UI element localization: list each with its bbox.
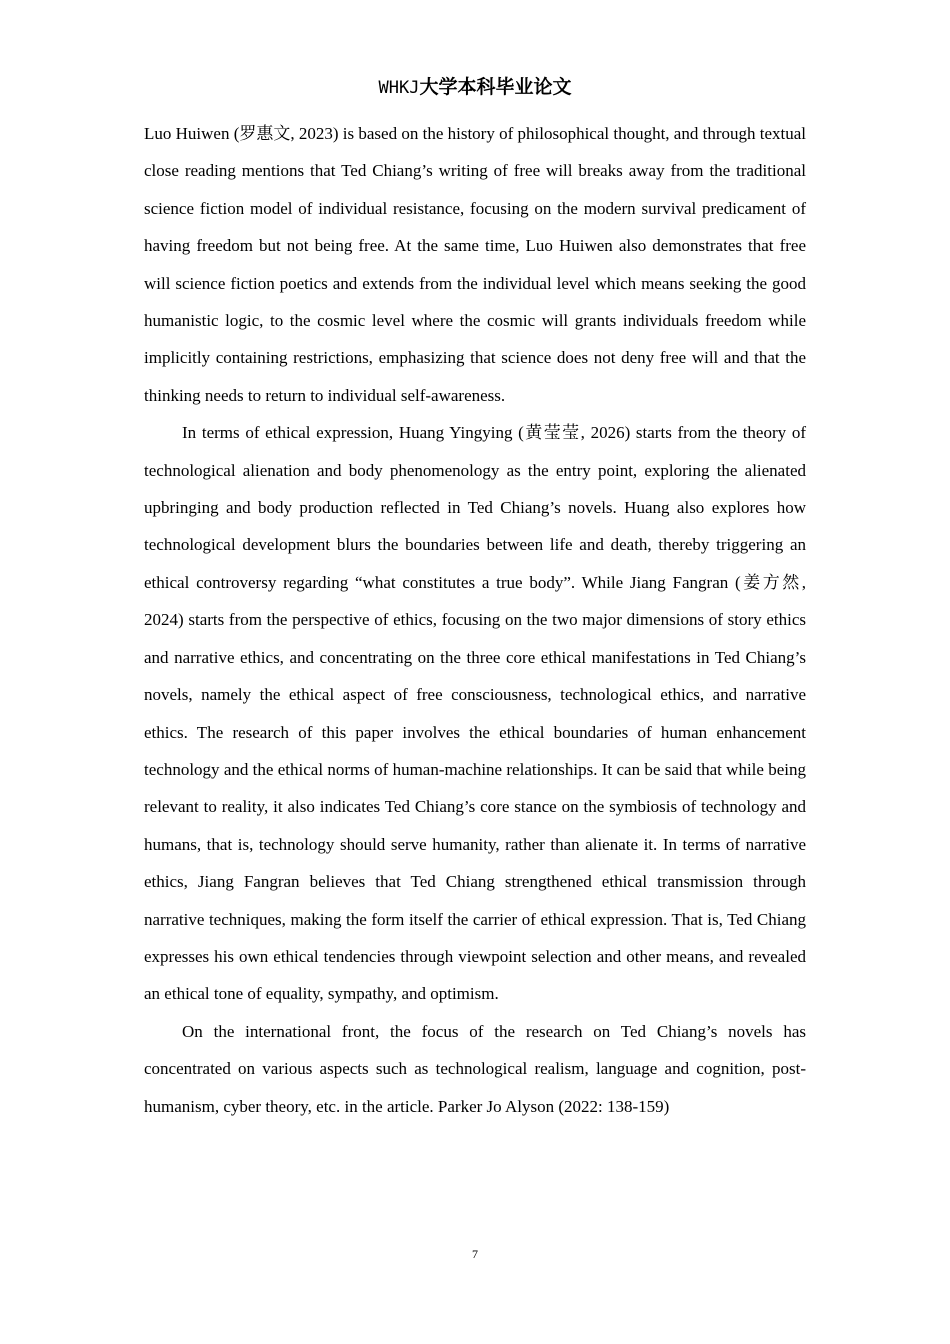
header-title: 大学本科毕业论文 (419, 76, 572, 98)
paragraph-3: On the international front, the focus of the research on Ted Chiang’s novels has concentrated on various aspects such as technological realism, language and cognition, post-humanism, cyber theory, etc. in the article. Parker Jo Alyson (2022: 138-159) (144, 1021, 806, 1116)
paragraph-1: Luo Huiwen (罗惠文, 2023) is based on the history of philosophical thought, and through textual close reading mentions that Ted Chiang’s writing of free will breaks away from the traditional science fiction model of individual resistance, focusing on the modern survival predicament of having freedom but not being free. At the same time, Luo Huiwen also demonstrates that free will science fiction poetics and extends from the individual level which means seeking the good humanistic logic, to the cosmic level where the cosmic will grants individuals freedom while implicitly containing restrictions, emphasizing that science does not deny free will and that the thinking needs to return to individual self-awareness. (144, 124, 806, 405)
page-number: 7 (472, 1247, 478, 1261)
header-latin: WHKJ (378, 78, 420, 98)
paragraph-2: In terms of ethical expression, Huang Yingying (黄莹莹, 2026) starts from the theory of technological alienation and body phenomenology as the entry point, exploring the alienated upbringing and body production reflected in Ted Chiang’s novels. Huang also explores how technological development blurs the boundaries between life and death, thereby triggering an ethical controversy regarding “what constitutes a true body”. While Jiang Fangran (姜方然, 2024) starts from the perspective of ethics, focusing on the two major dimensions of story ethics and narrative ethics, and concentrating on the three core ethical manifestations in Ted Chiang’s novels, namely the ethical aspect of free consciousness, technological ethics, and narrative ethics. The research of this paper involves the ethical boundaries of human enhancement technology and the ethical norms of human-machine relationships. It can be said that while being relevant to reality, it also indicates Ted Chiang’s core stance on the symbiosis of technology and humans, that is, technology should serve humanity, rather than alienate it. In terms of narrative ethics, Jiang Fangran believes that Ted Chiang strengthened ethical transmission through narrative techniques, making the form itself the carrier of ethical expression. That is, Ted Chiang expresses his own ethical tendencies through viewpoint selection and other means, and revealed an ethical tone of equality, sympathy, and optimism. (144, 423, 806, 1004)
page-header (0, 73, 950, 102)
body-text (144, 115, 806, 1125)
